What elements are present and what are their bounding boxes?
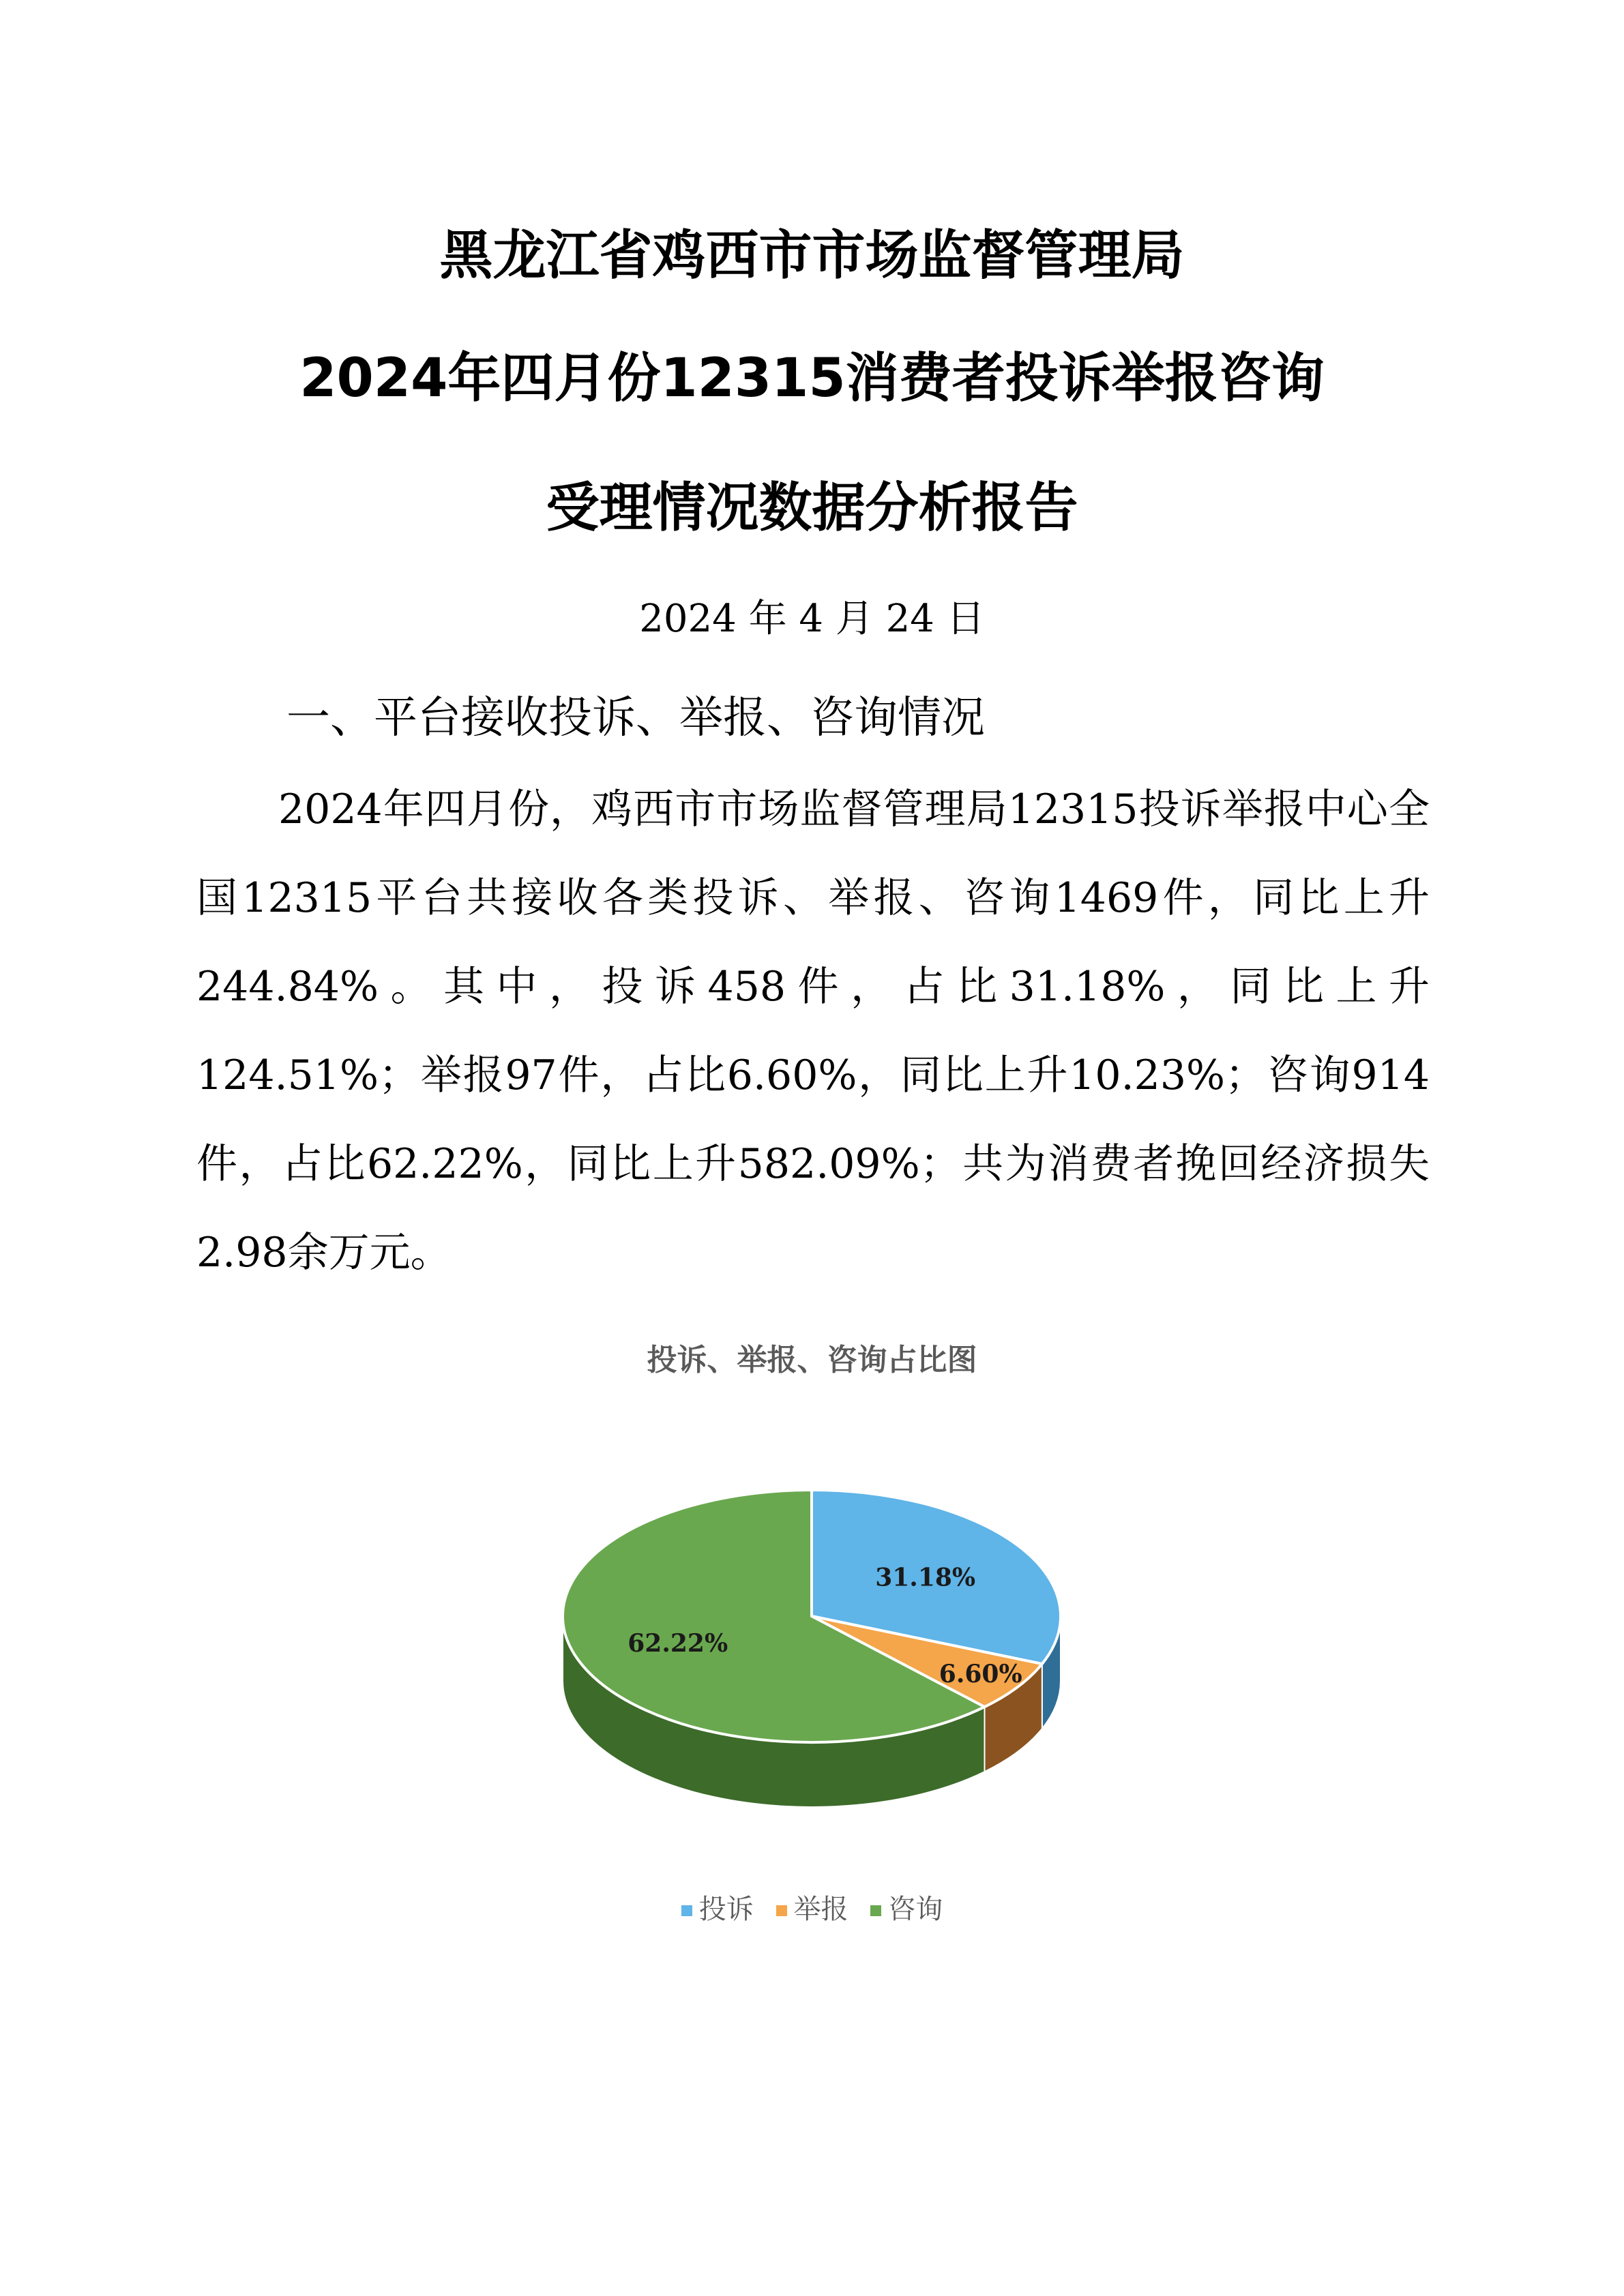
legend-swatch-report	[776, 1905, 787, 1916]
body-paragraph: 2024年四月份，鸡西市市场监督管理局12315投诉举报中心全国12315平台共接收各类投诉、举报、咨询1469件，同比上升244.84%。其中，投诉458件，占比31.18%，同比上升124.51%；举报97件，占比6.60%，同比上升10.23%；咨询914件，占比62.22%，同比上升582.09%；共为消费者挽回经济损失2.98余万元。	[196, 786, 1430, 1277]
pie-data-label-咨询: 62.22%	[628, 1629, 728, 1658]
pie-data-label-投诉: 31.18%	[875, 1563, 976, 1592]
report-title-line3: 受理情况数据分析报告	[546, 477, 1078, 539]
legend-label-consult: 咨询	[888, 1894, 943, 1925]
report-date: 2024 年 4 月 24 日	[639, 597, 985, 641]
legend-item	[681, 1889, 754, 1930]
pie-chart	[518, 1466, 1105, 1848]
legend-swatch-consult	[870, 1905, 881, 1916]
legend-label-complaint: 投诉	[698, 1894, 754, 1925]
legend-swatch-complaint	[681, 1905, 692, 1916]
section-heading: 一、平台接收投诉、举报、咨询情况	[286, 693, 985, 743]
report-title-line2: 2024年四月份12315消费者投诉举报咨询	[299, 348, 1325, 409]
report-title-line1: 黑龙江省鸡西市市场监督管理局	[439, 225, 1185, 286]
chart-legend	[0, 1889, 1624, 1930]
legend-item	[870, 1889, 943, 1930]
chart-title: 投诉、举报、咨询占比图	[647, 1343, 977, 1377]
pie-data-label-举报: 6.60%	[939, 1660, 1022, 1689]
legend-label-report: 举报	[793, 1894, 848, 1925]
legend-item	[776, 1889, 848, 1930]
